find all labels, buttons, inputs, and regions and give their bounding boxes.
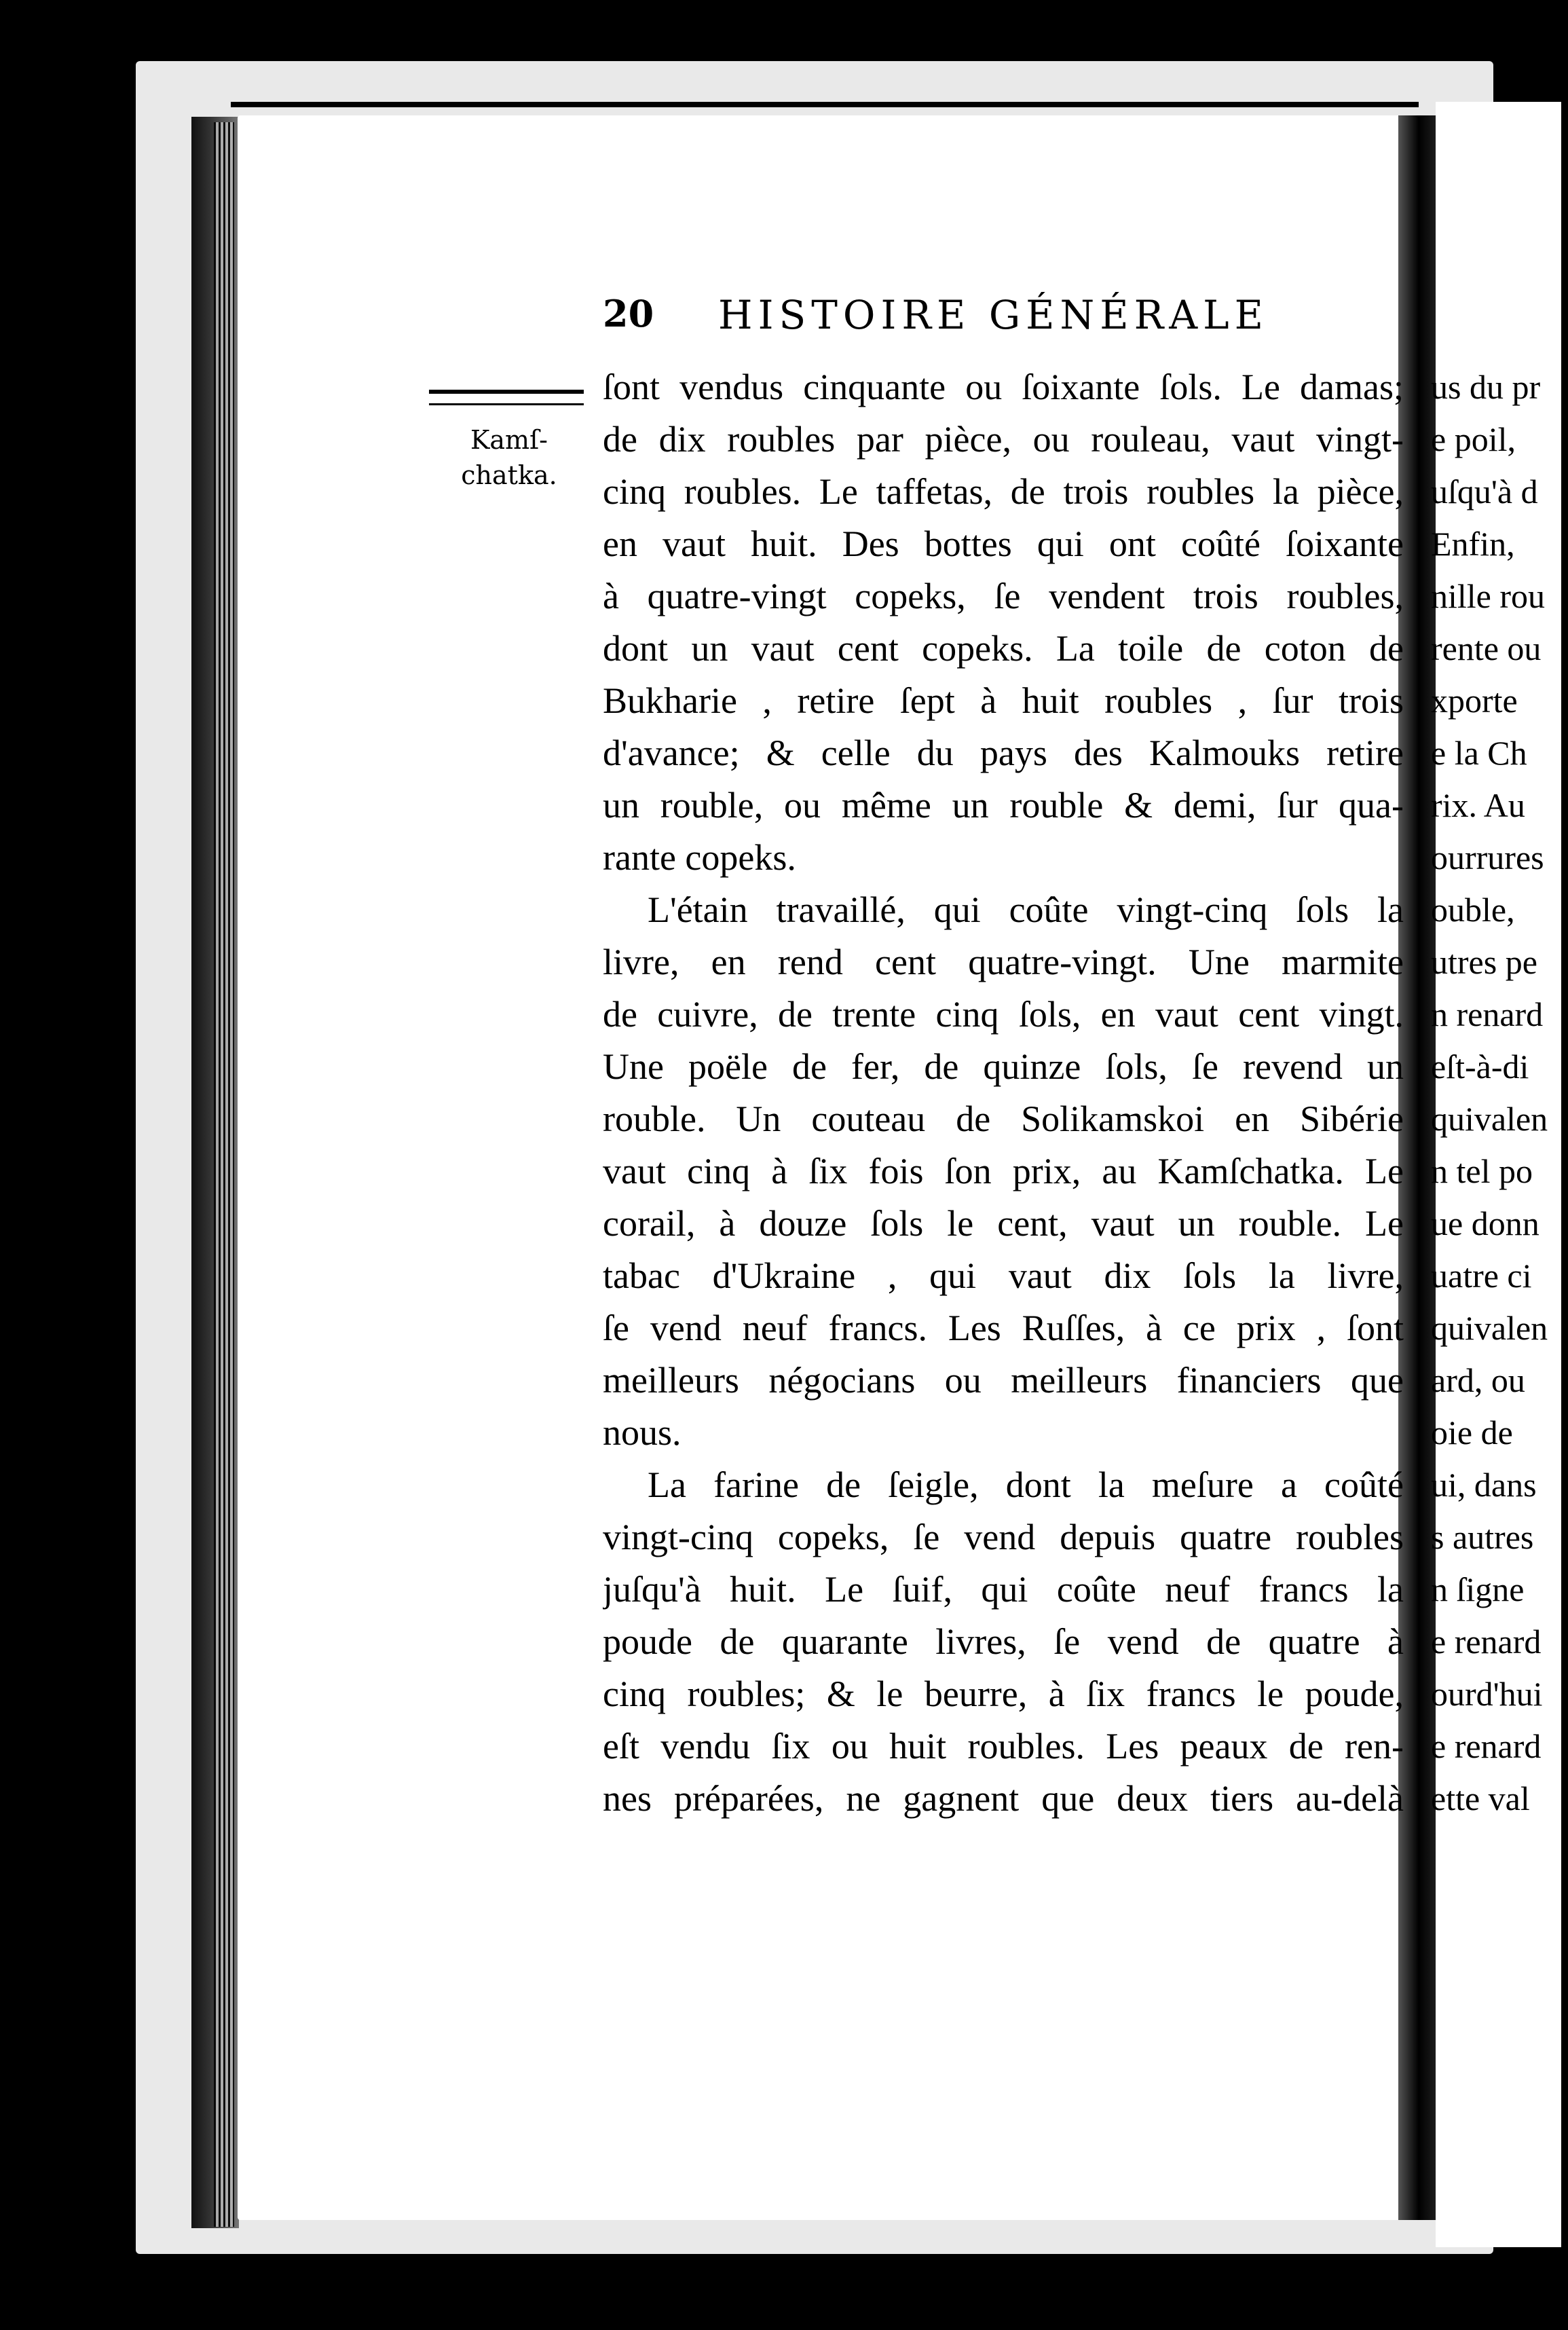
- facing-text-line: rix. Au: [1431, 786, 1525, 824]
- text-line: de cuivre, de trente cinq ſols, en vaut cent vingt.: [603, 994, 1404, 1035]
- facing-text-line: ouble,: [1431, 891, 1515, 929]
- facing-text-line: quivalen: [1431, 1100, 1548, 1138]
- text-line: rante copeks.: [603, 837, 796, 878]
- text-line: livre, en rend cent quatre-vingt. Une marmite: [603, 942, 1404, 982]
- text-line: en vaut huit. Des bottes qui ont coûté ſoixante: [603, 523, 1404, 564]
- body-text: [603, 361, 1404, 1825]
- text-line: rouble. Un couteau de Solikamskoi en Sibérie: [603, 1098, 1404, 1139]
- text-line: juſqu'à huit. Le ſuif, qui coûte neuf francs la: [603, 1569, 1404, 1610]
- facing-text-line: uatre ci: [1431, 1257, 1532, 1295]
- facing-page-text: [1431, 361, 1568, 1825]
- facing-text-line: ette val: [1431, 1779, 1530, 1817]
- facing-text-line: n renard: [1431, 995, 1544, 1033]
- top-edge: [231, 102, 1419, 107]
- text-line: cinq roubles. Le taffetas, de trois roubles la pièce,: [603, 471, 1404, 512]
- facing-text-line: us du pr: [1431, 368, 1541, 406]
- text-line: La farine de ſeigle, dont la meſure a coûté: [648, 1464, 1404, 1505]
- facing-text-line: n tel po: [1431, 1152, 1533, 1190]
- facing-text-line: n ſigne: [1431, 1570, 1525, 1608]
- text-line: Bukharie , retire ſept à huit roubles , ſur trois: [603, 680, 1404, 721]
- text-line: nes préparées, ne gagnent que deux tiers au-delà: [603, 1778, 1404, 1819]
- text-line: d'avance; & celle du pays des Kalmouks retire: [603, 733, 1404, 773]
- text-line: ſont vendus cinquante ou ſoixante ſols. Le damas;: [603, 367, 1404, 407]
- facing-text-line: ourd'hui: [1431, 1675, 1543, 1713]
- facing-text-line: quivalen: [1431, 1309, 1548, 1347]
- text-line: tabac d'Ukraine , qui vaut dix ſols la livre,: [603, 1255, 1404, 1296]
- page-stack-lines: [214, 122, 234, 2227]
- text-line: nous.: [603, 1412, 682, 1453]
- text-line: corail, à douze ſols le cent, vaut un rouble. Le: [603, 1203, 1404, 1244]
- text-line: L'étain travaillé, qui coûte vingt-cinq ſols la: [648, 889, 1404, 930]
- facing-text-line: nille rou: [1431, 577, 1546, 615]
- facing-text-line: ui, dans: [1431, 1466, 1537, 1504]
- facing-text-line: xporte: [1431, 682, 1518, 720]
- text-line: de dix roubles par pièce, ou rouleau, vaut vingt-: [603, 419, 1404, 460]
- text-line: Une poële de fer, de quinze ſols, ſe revend un: [603, 1046, 1404, 1087]
- text-line: à quatre-vingt copeks, ſe vendent trois roubles,: [603, 576, 1404, 616]
- margin-note-line: chatka.: [461, 460, 557, 490]
- margin-note-rule: [429, 390, 584, 405]
- facing-text-line: oie de: [1431, 1413, 1513, 1451]
- facing-text-line: utres pe: [1431, 943, 1537, 981]
- page-header-title: HISTOIRE GÉNÉRALE: [718, 292, 1269, 338]
- page-number: 20: [603, 292, 654, 335]
- facing-text-line: Enfin,: [1431, 525, 1515, 563]
- facing-text-line: uſqu'à d: [1431, 473, 1538, 511]
- running-head: [603, 292, 1349, 346]
- text-line: un rouble, ou même un rouble & demi, ſur qua-: [603, 785, 1404, 826]
- facing-text-line: ard, ou: [1431, 1361, 1525, 1399]
- facing-text-line: e la Ch: [1431, 734, 1527, 772]
- margin-note: [448, 422, 570, 493]
- facing-text-line: rente ou: [1431, 629, 1542, 667]
- text-line: eſt vendu ſix ou huit roubles. Les peaux de ren-: [603, 1726, 1404, 1767]
- text-line: poude de quarante livres, ſe vend de quatre à: [603, 1621, 1404, 1662]
- facing-text-line: eſt-à-di: [1431, 1048, 1529, 1086]
- facing-text-line: e renard: [1431, 1727, 1542, 1765]
- text-line: ſe vend neuf francs. Les Ruſſes, à ce prix , ſont: [603, 1308, 1404, 1348]
- text-line: cinq roubles; & le beurre, à ſix francs le poude,: [603, 1673, 1404, 1714]
- facing-text-line: ourrures: [1431, 838, 1544, 876]
- text-line: vaut cinq à ſix fois ſon prix, au Kamſchatka. Le: [603, 1151, 1404, 1191]
- text-line: vingt-cinq copeks, ſe vend depuis quatre roubles: [603, 1517, 1404, 1557]
- facing-text-line: e renard: [1431, 1623, 1542, 1661]
- text-line: meilleurs négocians ou meilleurs financiers que: [603, 1360, 1404, 1401]
- facing-text-line: ue donn: [1431, 1204, 1539, 1242]
- facing-text-line: e poil,: [1431, 420, 1516, 458]
- text-line: dont un vaut cent copeks. La toile de coton de: [603, 628, 1404, 669]
- margin-note-line: Kamſ-: [470, 425, 548, 455]
- facing-text-line: s autres: [1431, 1518, 1534, 1556]
